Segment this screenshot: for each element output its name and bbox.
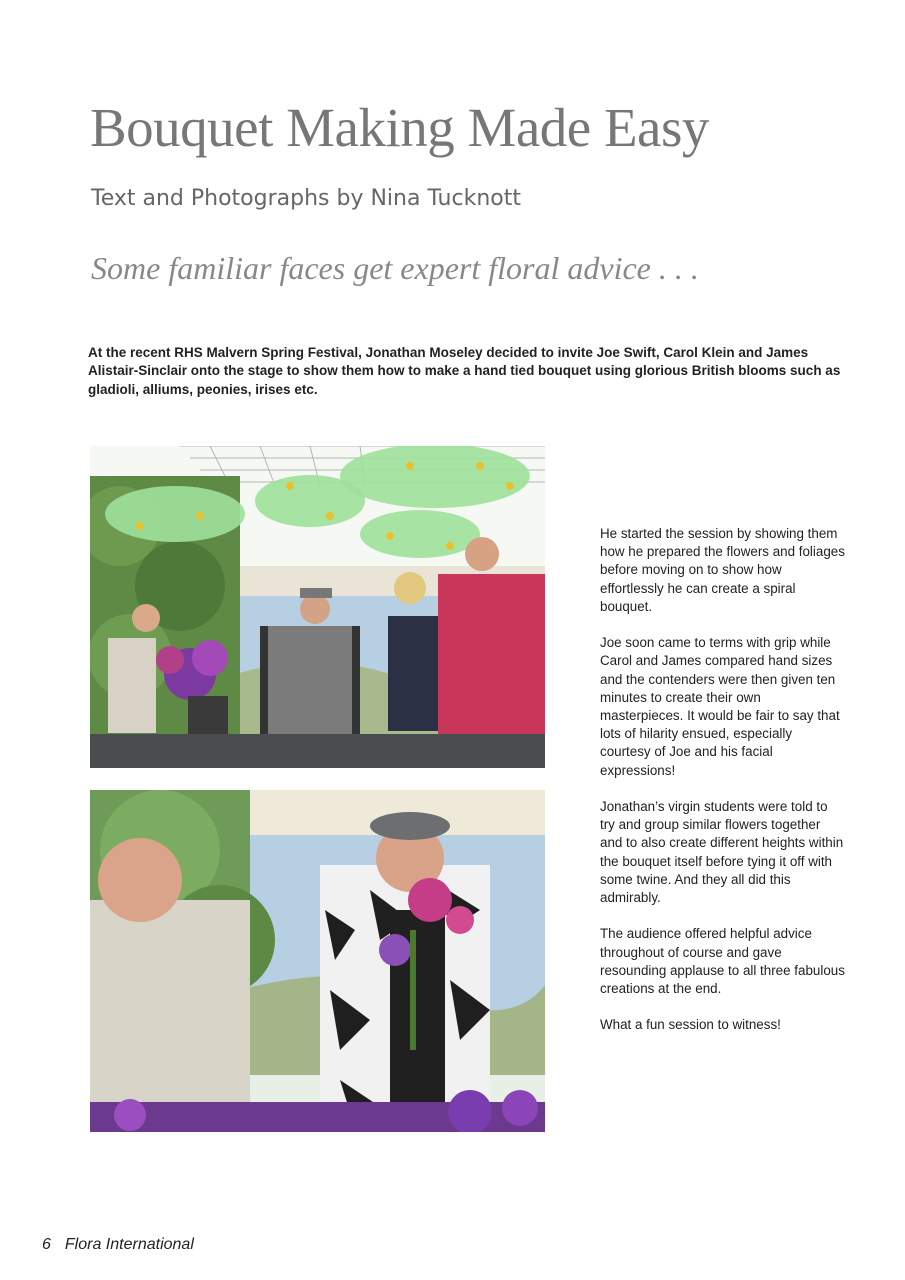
- body-paragraph: Joe soon came to terms with grip while Carol and James compared hand sizes and the contenders were then given ten minutes to create their own masterpieces. It would be fair to say that lots of hilarity ensued, especially courtesy of Joe and his facial expressions!: [600, 635, 840, 778]
- page-footer: [42, 1236, 194, 1254]
- article-title: Bouquet Making Made Easy: [90, 97, 709, 158]
- article-body: [600, 525, 845, 1053]
- body-paragraph: Jonathan’s virgin students were told to try and group similar flowers together and to also create different heights within the bouquet itself before tying it off with some twine. And they all did this admirably.: [600, 799, 844, 906]
- closeup-photo: [90, 790, 545, 1132]
- article-strapline: Some familiar faces get expert floral advice . . .: [91, 250, 699, 286]
- page-number: 6: [42, 1236, 51, 1253]
- body-paragraph: He started the session by showing them how he prepared the flowers and foliages before moving on to show how effortlessly he can create a spiral bouquet.: [600, 526, 845, 614]
- article-intro: At the recent RHS Malvern Spring Festival, Jonathan Moseley decided to invite Joe Swift, Carol Klein and James Alistair-Sinclair onto the stage to show them how to make a hand tied bouquet using glorious British blooms such as gladioli, alliums, peonies, irises etc.: [88, 345, 841, 397]
- publication-name: Flora International: [64, 1236, 194, 1253]
- body-paragraph: What a fun session to witness!: [600, 1017, 781, 1033]
- stage-photo: [90, 446, 545, 768]
- body-paragraph: The audience offered helpful advice throughout of course and gave resounding applause to all three fabulous creations at the end.: [600, 926, 845, 997]
- article-byline: Text and Photographs by Nina Tucknott: [91, 186, 521, 211]
